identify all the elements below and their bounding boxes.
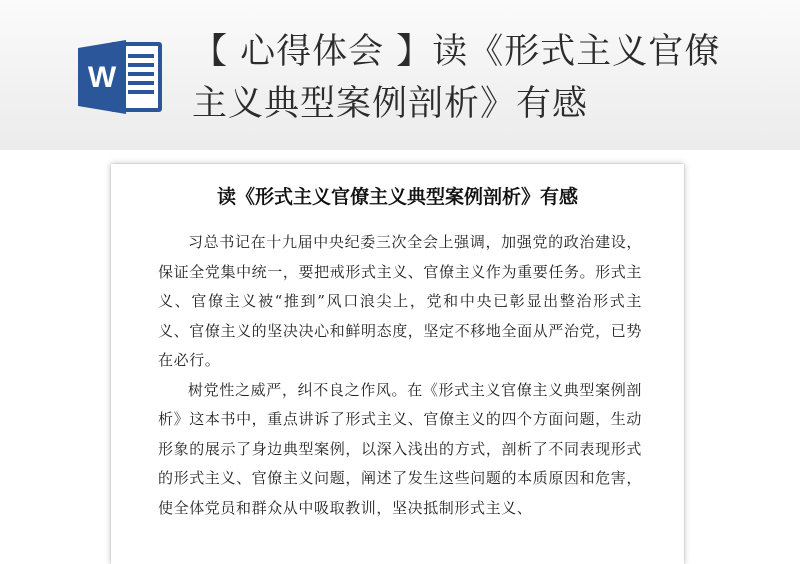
page-line: [128, 72, 154, 76]
paragraph: 树党性之威严，纠不良之作风。在《形式主义官僚主义典型案例剖析》这本书中，重点讲诉了形式主义、官僚主义的四个方面问题，生动形象的展示了身边典型案例，以深入浅出的方式，剖析了不同表现形式的形式主义、官僚主义问题，阐述了发生这些问题的本质原因和危害，使全体党员和群众从中吸取教训，坚决抵制形式主义、: [158, 380, 642, 517]
word-document-icon: [76, 36, 166, 118]
word-logo-graphic: [76, 36, 166, 118]
page-line: [128, 90, 154, 94]
page-line: [128, 63, 154, 67]
document-body: [158, 228, 642, 523]
page-title: 【 心得体会 】读《形式主义官僚主义典型案例剖析》有感: [192, 32, 721, 124]
document-page: [111, 164, 684, 564]
badge-letter: W: [87, 61, 117, 94]
page-line: [128, 81, 154, 85]
paragraph: 习总书记在十九届中央纪委三次全会上强调，加强党的政治建设，保证全党集中统一，要把戒形式主义、官僚主义作为重要任务。形式主义、官僚主义被“推到”风口浪尖上，党和中央已彰显出整治形式主义、官僚主义的坚决决心和鲜明态度，坚定不移地全面从严治党，已势在必行。: [158, 233, 642, 369]
document-title: 读《形式主义官僚主义典型案例剖析》有感: [216, 186, 578, 208]
page-line: [128, 54, 154, 58]
